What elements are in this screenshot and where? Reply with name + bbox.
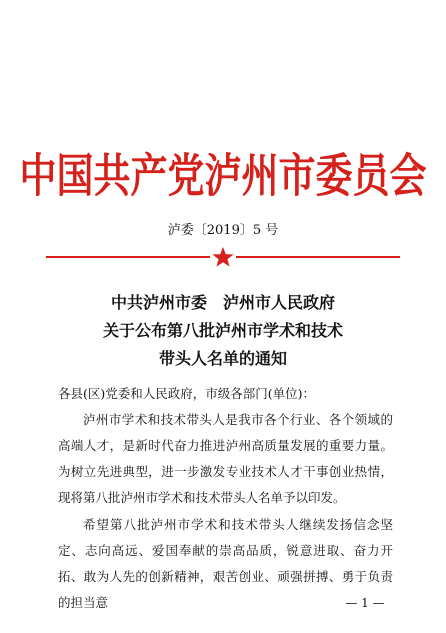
document-number: 泸委〔2019〕5 号 (167, 223, 279, 238)
red-rule-right (236, 256, 400, 258)
page-number: — 1 — (345, 596, 385, 610)
notice-title-line-2: 关于公布第八批泸州市学术和技术 (102, 321, 343, 340)
body-paragraph-1: 泸州市学术和技术带头人是我市各个行业、各个领域的高端人才，是新时代奋力推进泸州高质量发展的重要力量。为树立先进典型，进一步激发专业技术人才干事创业热情，现将第八批泸州市学术和技术带头人名单予以印发。 (58, 412, 393, 505)
star-icon (211, 246, 235, 268)
salutation: 各县(区)党委和人民政府，市级各部门(单位)： (58, 386, 316, 401)
red-rule-left (46, 256, 210, 258)
notice-title-line-1: 中共泸州市委 泸州市人民政府 (110, 293, 335, 312)
masthead-title: 中国共产党泸州市委员会 (19, 148, 427, 203)
body-paragraph-2: 希望第八批泸州市学术和技术带头人继续发扬信念坚定、志向高远、爱国奉献的崇高品质，锐意进取、奋力开拓、敢为人先的创新精神，艰苦创业、顽强拼搏、勇于负责的担当意 (58, 517, 393, 610)
notice-title-line-3: 带头人名单的通知 (158, 349, 287, 368)
